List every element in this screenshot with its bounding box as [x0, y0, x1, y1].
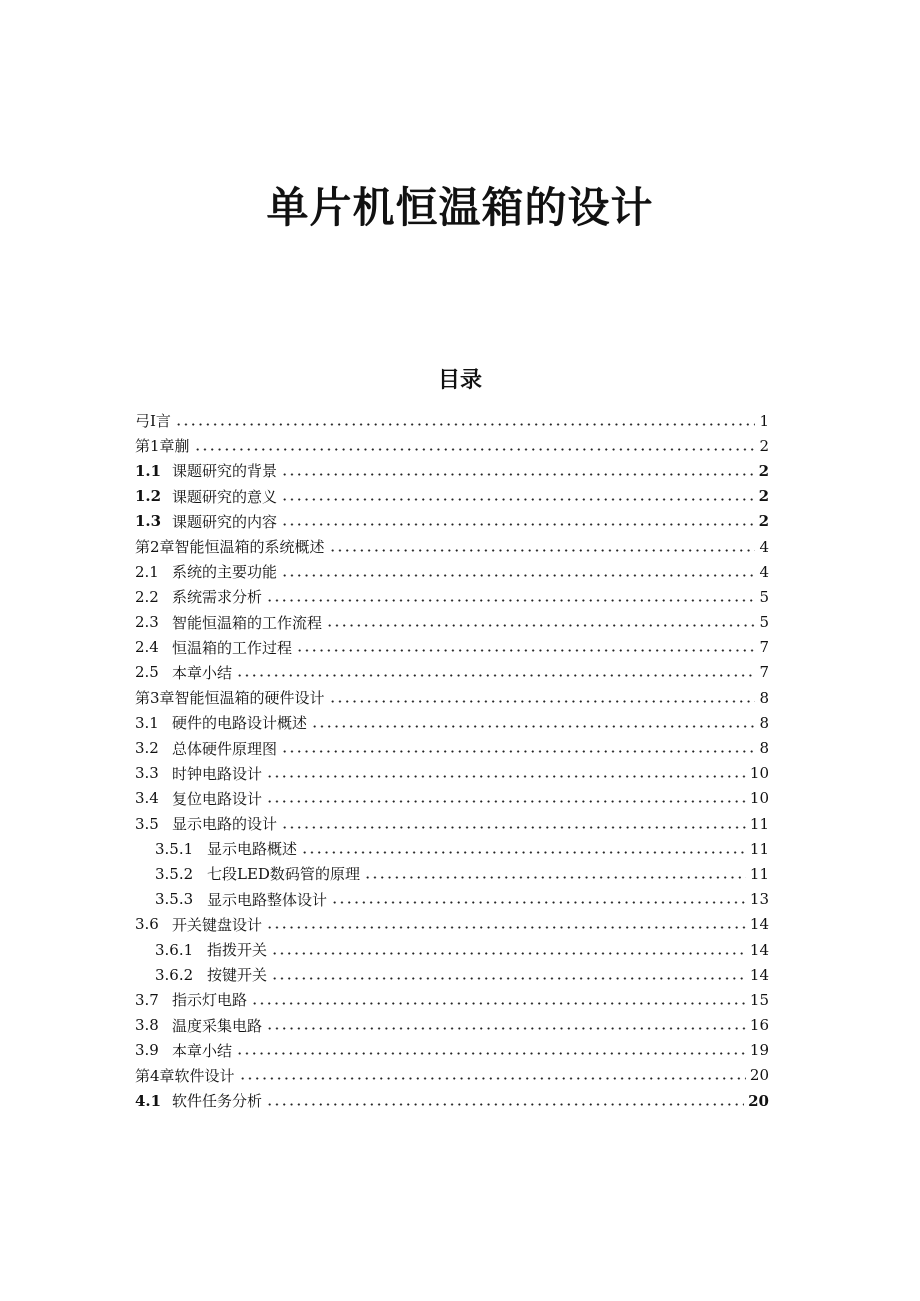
toc-entry[interactable] [135, 635, 769, 660]
dot-leader [271, 977, 746, 980]
toc-entry-number: 1.2 [135, 487, 162, 506]
toc-entry-title: 复位电路设计 [172, 789, 263, 808]
toc-entry-title: 显示电路整体设计 [207, 890, 328, 909]
toc-entry-title: 指示灯电路 [172, 991, 248, 1010]
toc-entry[interactable] [135, 1038, 769, 1063]
toc-entry-page: 16 [749, 1016, 769, 1035]
toc-entry-title: 课题研究的意义 [172, 487, 278, 506]
toc-entry-number: 2.3 [135, 613, 159, 632]
toc-entry-page: 8 [759, 739, 769, 758]
toc-entry-title: 开关键盘设计 [172, 915, 263, 934]
toc-entry-title: 指拨开关 [207, 941, 268, 960]
toc-entry-number: 1.1 [135, 461, 162, 480]
toc-entry[interactable] [135, 811, 769, 836]
toc-entry-number: 3.6.1 [155, 940, 194, 959]
dot-leader [281, 523, 755, 526]
toc-entry[interactable] [135, 987, 769, 1012]
dot-leader [175, 423, 756, 426]
toc-entry[interactable] [135, 1088, 769, 1113]
toc-entry-title: 系统的主要功能 [172, 563, 278, 582]
toc-entry-title: 第2章智能恒温箱的系统概述 [135, 538, 325, 557]
toc-entry-page: 1 [759, 411, 769, 430]
toc-entry-page: 8 [759, 688, 769, 707]
toc-entry[interactable] [135, 912, 769, 937]
toc-entry[interactable] [135, 408, 769, 433]
toc-entry-number: 3.5.1 [155, 839, 194, 858]
toc-entry-page: 2 [758, 461, 769, 480]
table-of-contents [135, 408, 769, 1113]
toc-entry-title: 硬件的电路设计概述 [172, 714, 308, 733]
toc-entry[interactable] [135, 458, 769, 483]
toc-entry-page: 14 [749, 915, 769, 934]
toc-entry[interactable] [135, 484, 769, 509]
toc-entry-title: 第3章智能恒温箱的硬件设计 [135, 689, 325, 708]
toc-entry-title: 软件任务分析 [172, 1092, 263, 1111]
toc-entry-number: 2.5 [135, 663, 159, 682]
toc-entry-page: 20 [749, 1066, 769, 1085]
toc-entry-page: 2 [758, 487, 769, 506]
toc-entry[interactable] [135, 836, 769, 861]
toc-entry-page: 20 [748, 1091, 769, 1110]
toc-entry[interactable] [135, 861, 769, 886]
toc-entry-number: 3.5.2 [155, 864, 194, 883]
toc-entry-page: 19 [749, 1041, 769, 1060]
toc-entry-page: 13 [749, 890, 769, 909]
toc-entry[interactable] [135, 735, 769, 760]
document-title: 单片机恒温箱的设计 [266, 183, 654, 233]
toc-entry-page: 5 [759, 587, 769, 606]
toc-entry-page: 14 [749, 940, 769, 959]
dot-leader [239, 1077, 746, 1080]
toc-entry-number: 3.6 [135, 915, 159, 934]
toc-entry-page: 2 [759, 436, 769, 455]
toc-entry-title: 温度采集电路 [172, 1016, 263, 1035]
toc-entry-title: 时钟电路设计 [172, 764, 263, 783]
dot-leader [194, 448, 756, 451]
dot-leader [329, 549, 756, 552]
toc-entry[interactable] [135, 584, 769, 609]
dot-leader [266, 1103, 744, 1106]
toc-entry-number: 3.5 [135, 814, 159, 833]
dot-leader [266, 775, 746, 778]
toc-entry-title: 弓I言 [135, 412, 171, 431]
toc-entry[interactable] [135, 534, 769, 559]
dot-leader [236, 1052, 746, 1055]
toc-entry[interactable] [135, 710, 769, 735]
toc-entry-number: 3.1 [135, 713, 159, 732]
toc-entry[interactable] [135, 1063, 769, 1088]
toc-entry-number: 2.4 [135, 638, 159, 657]
toc-entry-title: 第1章蒯 [135, 437, 190, 456]
toc-entry-page: 10 [749, 789, 769, 808]
toc-entry-title: 系统需求分析 [172, 588, 263, 607]
toc-entry-title: 智能恒温箱的工作流程 [172, 613, 323, 632]
dot-leader [266, 1027, 746, 1030]
toc-entry-number: 3.8 [135, 1016, 159, 1035]
toc-entry-page: 4 [759, 562, 769, 581]
toc-entry[interactable] [135, 433, 769, 458]
toc-entry-number: 3.2 [135, 739, 159, 758]
toc-entry-title: 总体硬件原理图 [172, 739, 278, 758]
toc-entry-number: 2.1 [135, 562, 159, 581]
toc-entry-title: 显示电路的设计 [172, 815, 278, 834]
toc-entry[interactable] [135, 1013, 769, 1038]
toc-entry-page: 4 [759, 537, 769, 556]
toc-entry-page: 15 [749, 990, 769, 1009]
dot-leader [281, 574, 755, 577]
toc-entry-page: 2 [758, 512, 769, 531]
dot-leader [281, 473, 755, 476]
dot-leader [301, 851, 746, 854]
toc-entry[interactable] [135, 887, 769, 912]
toc-entry-page: 11 [749, 839, 769, 858]
toc-entry-page: 7 [759, 663, 769, 682]
toc-entry-page: 5 [759, 613, 769, 632]
toc-entry-number: 3.7 [135, 990, 159, 1009]
toc-entry-page: 11 [749, 814, 769, 833]
toc-entry-title: 按键开关 [207, 966, 268, 985]
toc-entry[interactable] [135, 685, 769, 710]
toc-entry[interactable] [135, 509, 769, 534]
toc-entry-number: 4.1 [135, 1091, 162, 1110]
dot-leader [329, 700, 756, 703]
toc-entry-title: 课题研究的背景 [172, 462, 278, 481]
toc-entry-number: 3.9 [135, 1041, 159, 1060]
toc-entry-page: 10 [749, 764, 769, 783]
toc-entry-number: 3.3 [135, 764, 159, 783]
toc-entry[interactable] [135, 559, 769, 584]
toc-entry-page: 14 [749, 965, 769, 984]
dot-leader [236, 674, 755, 677]
dot-leader [296, 649, 755, 652]
toc-entry-title: 第4章软件设计 [135, 1066, 235, 1085]
toc-entry[interactable] [135, 937, 769, 962]
toc-heading: 目录 [437, 367, 482, 394]
toc-entry-page: 8 [759, 713, 769, 732]
dot-leader [326, 624, 755, 627]
toc-entry-page: 7 [759, 638, 769, 657]
dot-leader [281, 750, 755, 753]
toc-entry-title: 本章小结 [172, 1041, 233, 1060]
dot-leader [281, 826, 746, 829]
toc-entry-number: 3.6.2 [155, 965, 194, 984]
dot-leader [251, 1002, 746, 1005]
toc-entry-number: 2.2 [135, 587, 159, 606]
toc-entry-page: 11 [749, 864, 769, 883]
dot-leader [266, 599, 755, 602]
dot-leader [266, 800, 746, 803]
toc-entry[interactable] [135, 761, 769, 786]
toc-entry[interactable] [135, 962, 769, 987]
toc-entry[interactable] [135, 610, 769, 635]
toc-entry-title: 恒温箱的工作过程 [172, 638, 293, 657]
dot-leader [311, 725, 755, 728]
toc-entry-number: 3.4 [135, 789, 159, 808]
toc-entry-title: 课题研究的内容 [172, 512, 278, 531]
dot-leader [281, 498, 755, 501]
toc-entry-number: 3.5.3 [155, 890, 194, 909]
dot-leader [331, 901, 746, 904]
toc-entry-title: 显示电路概述 [207, 840, 298, 859]
dot-leader [266, 926, 746, 929]
toc-entry[interactable] [135, 786, 769, 811]
dot-leader [364, 876, 746, 879]
toc-entry-title: 本章小结 [172, 663, 233, 682]
toc-entry-title: 七段LED数码管的原理 [207, 865, 360, 884]
toc-entry-number: 1.3 [135, 512, 162, 531]
toc-entry[interactable] [135, 660, 769, 685]
dot-leader [271, 952, 746, 955]
